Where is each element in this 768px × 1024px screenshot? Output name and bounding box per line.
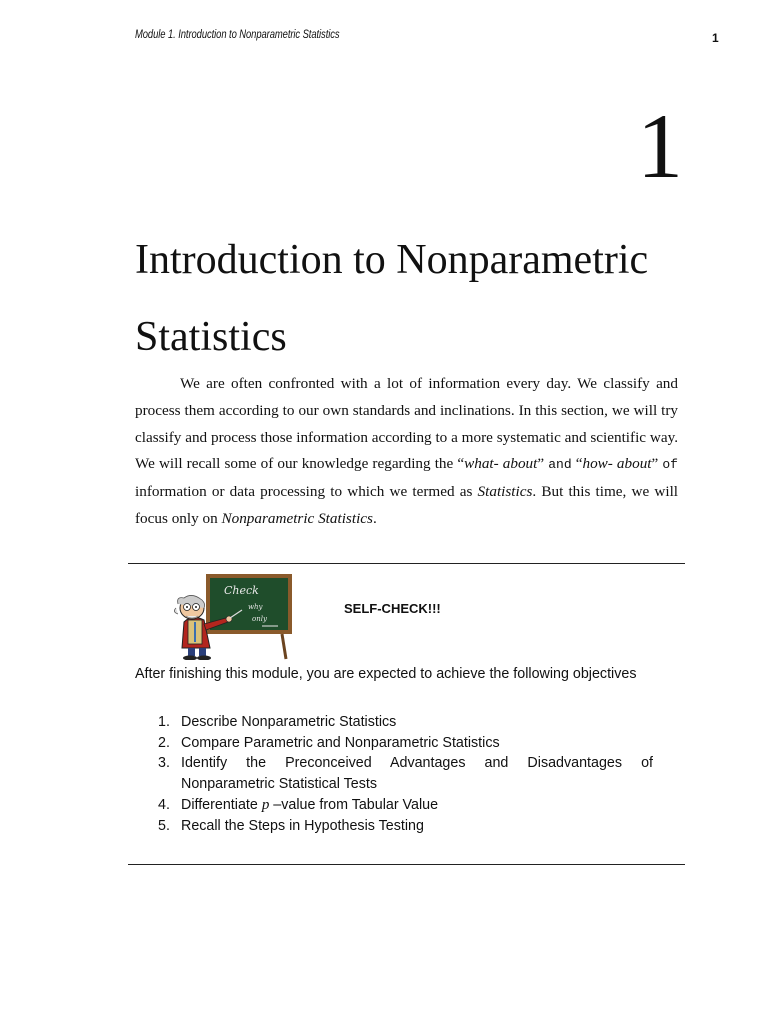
chapter-title-line1: Introduction to Nonparametric — [135, 237, 649, 283]
chapter-number: 1 — [637, 95, 683, 197]
board-text-line3: only — [252, 615, 267, 623]
what-about-term: what- about — [464, 455, 538, 473]
objectives-intro: After finishing this module, you are expected to achieve the following objectives — [135, 666, 637, 682]
page-number: 1 — [712, 31, 719, 45]
chapter-title — [135, 222, 715, 376]
list-item: 1. Describe Nonparametric Statistics — [158, 714, 397, 730]
chapter-title-line2: Statistics — [135, 314, 287, 360]
list-item: 2. Compare Parametric and Nonparametric Statistics — [158, 734, 500, 751]
list-item: 3. Identify the Preconceived Advantages and Disadvantages of Nonparametric Statistical Tests — [158, 755, 653, 793]
self-check-heading: SELF-CHECK!!! — [344, 601, 441, 616]
section-divider-bottom — [128, 864, 685, 865]
board-text-line1: Check — [224, 584, 259, 597]
nonparametric-term: Nonparametric Statistics — [221, 509, 373, 527]
statistics-term: Statistics — [477, 483, 533, 501]
how-about-term: how- about — [582, 455, 652, 473]
list-item: 5. Recall the Steps in Hypothesis Testing — [158, 817, 424, 834]
objectives-list — [135, 712, 653, 836]
list-item: 4. Differentiate p –value from Tabular Value — [158, 796, 439, 813]
board-text-line2: why — [248, 603, 263, 611]
running-header-title: Module 1. Introduction to Nonparametric Statistics — [135, 29, 340, 41]
intro-paragraph: We are often confronted with a lot of information every day. We classify and process them according to our own standards and inclinations. In this section, we will try classify and process those information according to a more systematic and scientific way. We will recall some of our knowledge regarding the “what- about” and “how- about” of information or data processing to which we termed as Statistics. But this time, we will focus only on Nonparametric Statistics. — [135, 375, 679, 527]
teacher-chalkboard-illustration — [170, 574, 292, 660]
section-divider-top — [128, 563, 685, 564]
